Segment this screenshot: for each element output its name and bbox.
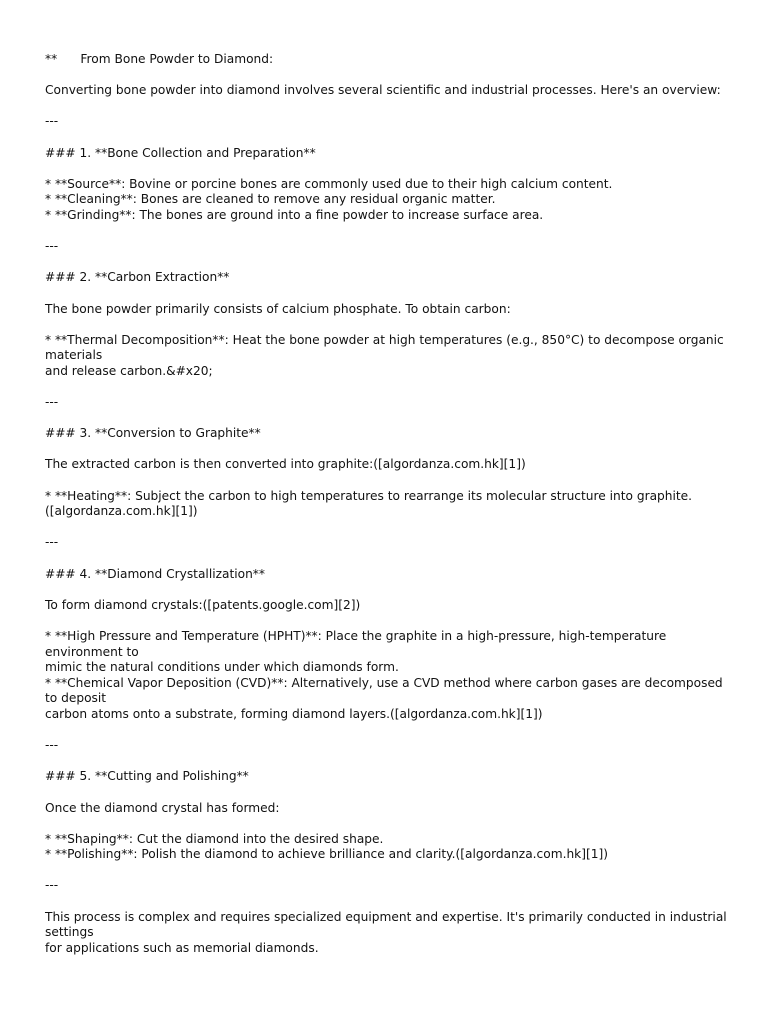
blank-line — [45, 754, 735, 770]
blank-line — [45, 286, 735, 302]
section-5-item: * **Polishing**: Polish the diamond to achieve brilliance and clarity.([algordanza.com.hk][1]) — [45, 847, 608, 862]
blank-line — [45, 816, 735, 832]
document-body — [45, 52, 735, 956]
section-5-heading: ### 5. **Cutting and Polishing** — [45, 769, 249, 784]
blank-line — [45, 317, 735, 333]
blank-line — [45, 723, 735, 739]
blank-line — [45, 130, 735, 146]
section-1-item: * **Cleaning**: Bones are cleaned to remove any residual organic matter. — [45, 192, 496, 207]
blank-line — [45, 68, 735, 84]
section-4-item: * **High Pressure and Temperature (HPHT)**: Place the graphite in a high-pressure, high-temperature environment to — [45, 628, 671, 659]
separator: --- — [45, 114, 59, 129]
blank-line — [45, 379, 735, 395]
blank-line — [45, 255, 735, 271]
section-1-item: * **Source**: Bovine or porcine bones are commonly used due to their high calcium content. — [45, 176, 613, 191]
section-4-heading: ### 4. **Diamond Crystallization** — [45, 566, 265, 581]
section-5-paragraph: Once the diamond crystal has formed: — [45, 800, 280, 815]
section-4-paragraph: To form diamond crystals:([patents.google.com][2]) — [45, 597, 361, 612]
section-2-item: and release carbon.&#x20; — [45, 363, 213, 378]
blank-line — [45, 894, 735, 910]
section-3-item: * **Heating**: Subject the carbon to high temperatures to rearrange its molecular structure into graphite. — [45, 488, 693, 503]
blank-line — [45, 473, 735, 489]
blank-line — [45, 161, 735, 177]
blank-line — [45, 442, 735, 458]
separator: --- — [45, 395, 59, 410]
section-4-item: * **Chemical Vapor Deposition (CVD)**: Alternatively, use a CVD method where carbon gases are decomposed to deposit — [45, 675, 727, 706]
blank-line — [45, 224, 735, 240]
blank-line — [45, 99, 735, 115]
section-4-item: mimic the natural conditions under which diamonds form. — [45, 660, 399, 675]
section-3-paragraph: The extracted carbon is then converted into graphite:([algordanza.com.hk][1]) — [45, 457, 526, 472]
blank-line — [45, 785, 735, 801]
blank-line — [45, 411, 735, 427]
separator: --- — [45, 878, 59, 893]
section-4-item: carbon atoms onto a substrate, forming diamond layers.([algordanza.com.hk][1]) — [45, 706, 543, 721]
separator: --- — [45, 239, 59, 254]
blank-line — [45, 520, 735, 536]
blank-line — [45, 582, 735, 598]
blank-line — [45, 551, 735, 567]
section-2-heading: ### 2. **Carbon Extraction** — [45, 270, 230, 285]
blank-line — [45, 863, 735, 879]
section-1-item: * **Grinding**: The bones are ground into a fine powder to increase surface area. — [45, 207, 544, 222]
section-3-heading: ### 3. **Conversion to Graphite** — [45, 426, 261, 441]
section-2-paragraph: The bone powder primarily consists of calcium phosphate. To obtain carbon: — [45, 301, 511, 316]
section-3-item: ([algordanza.com.hk][1]) — [45, 504, 198, 519]
blank-line — [45, 613, 735, 629]
conclusion-paragraph: for applications such as memorial diamonds. — [45, 940, 319, 955]
doc-title: ** From Bone Powder to Diamond: — [45, 52, 274, 66]
intro-paragraph: Converting bone powder into diamond involves several scientific and industrial processes. Here's an overview: — [45, 83, 721, 98]
section-5-item: * **Shaping**: Cut the diamond into the desired shape. — [45, 831, 384, 846]
section-2-item: * **Thermal Decomposition**: Heat the bone powder at high temperatures (e.g., 850°C) to decompose organic materials — [45, 332, 728, 363]
separator: --- — [45, 738, 59, 753]
conclusion-paragraph: This process is complex and requires specialized equipment and expertise. It's primarily conducted in industrial settings — [45, 909, 731, 940]
separator: --- — [45, 535, 59, 550]
section-1-heading: ### 1. **Bone Collection and Preparation** — [45, 145, 316, 160]
